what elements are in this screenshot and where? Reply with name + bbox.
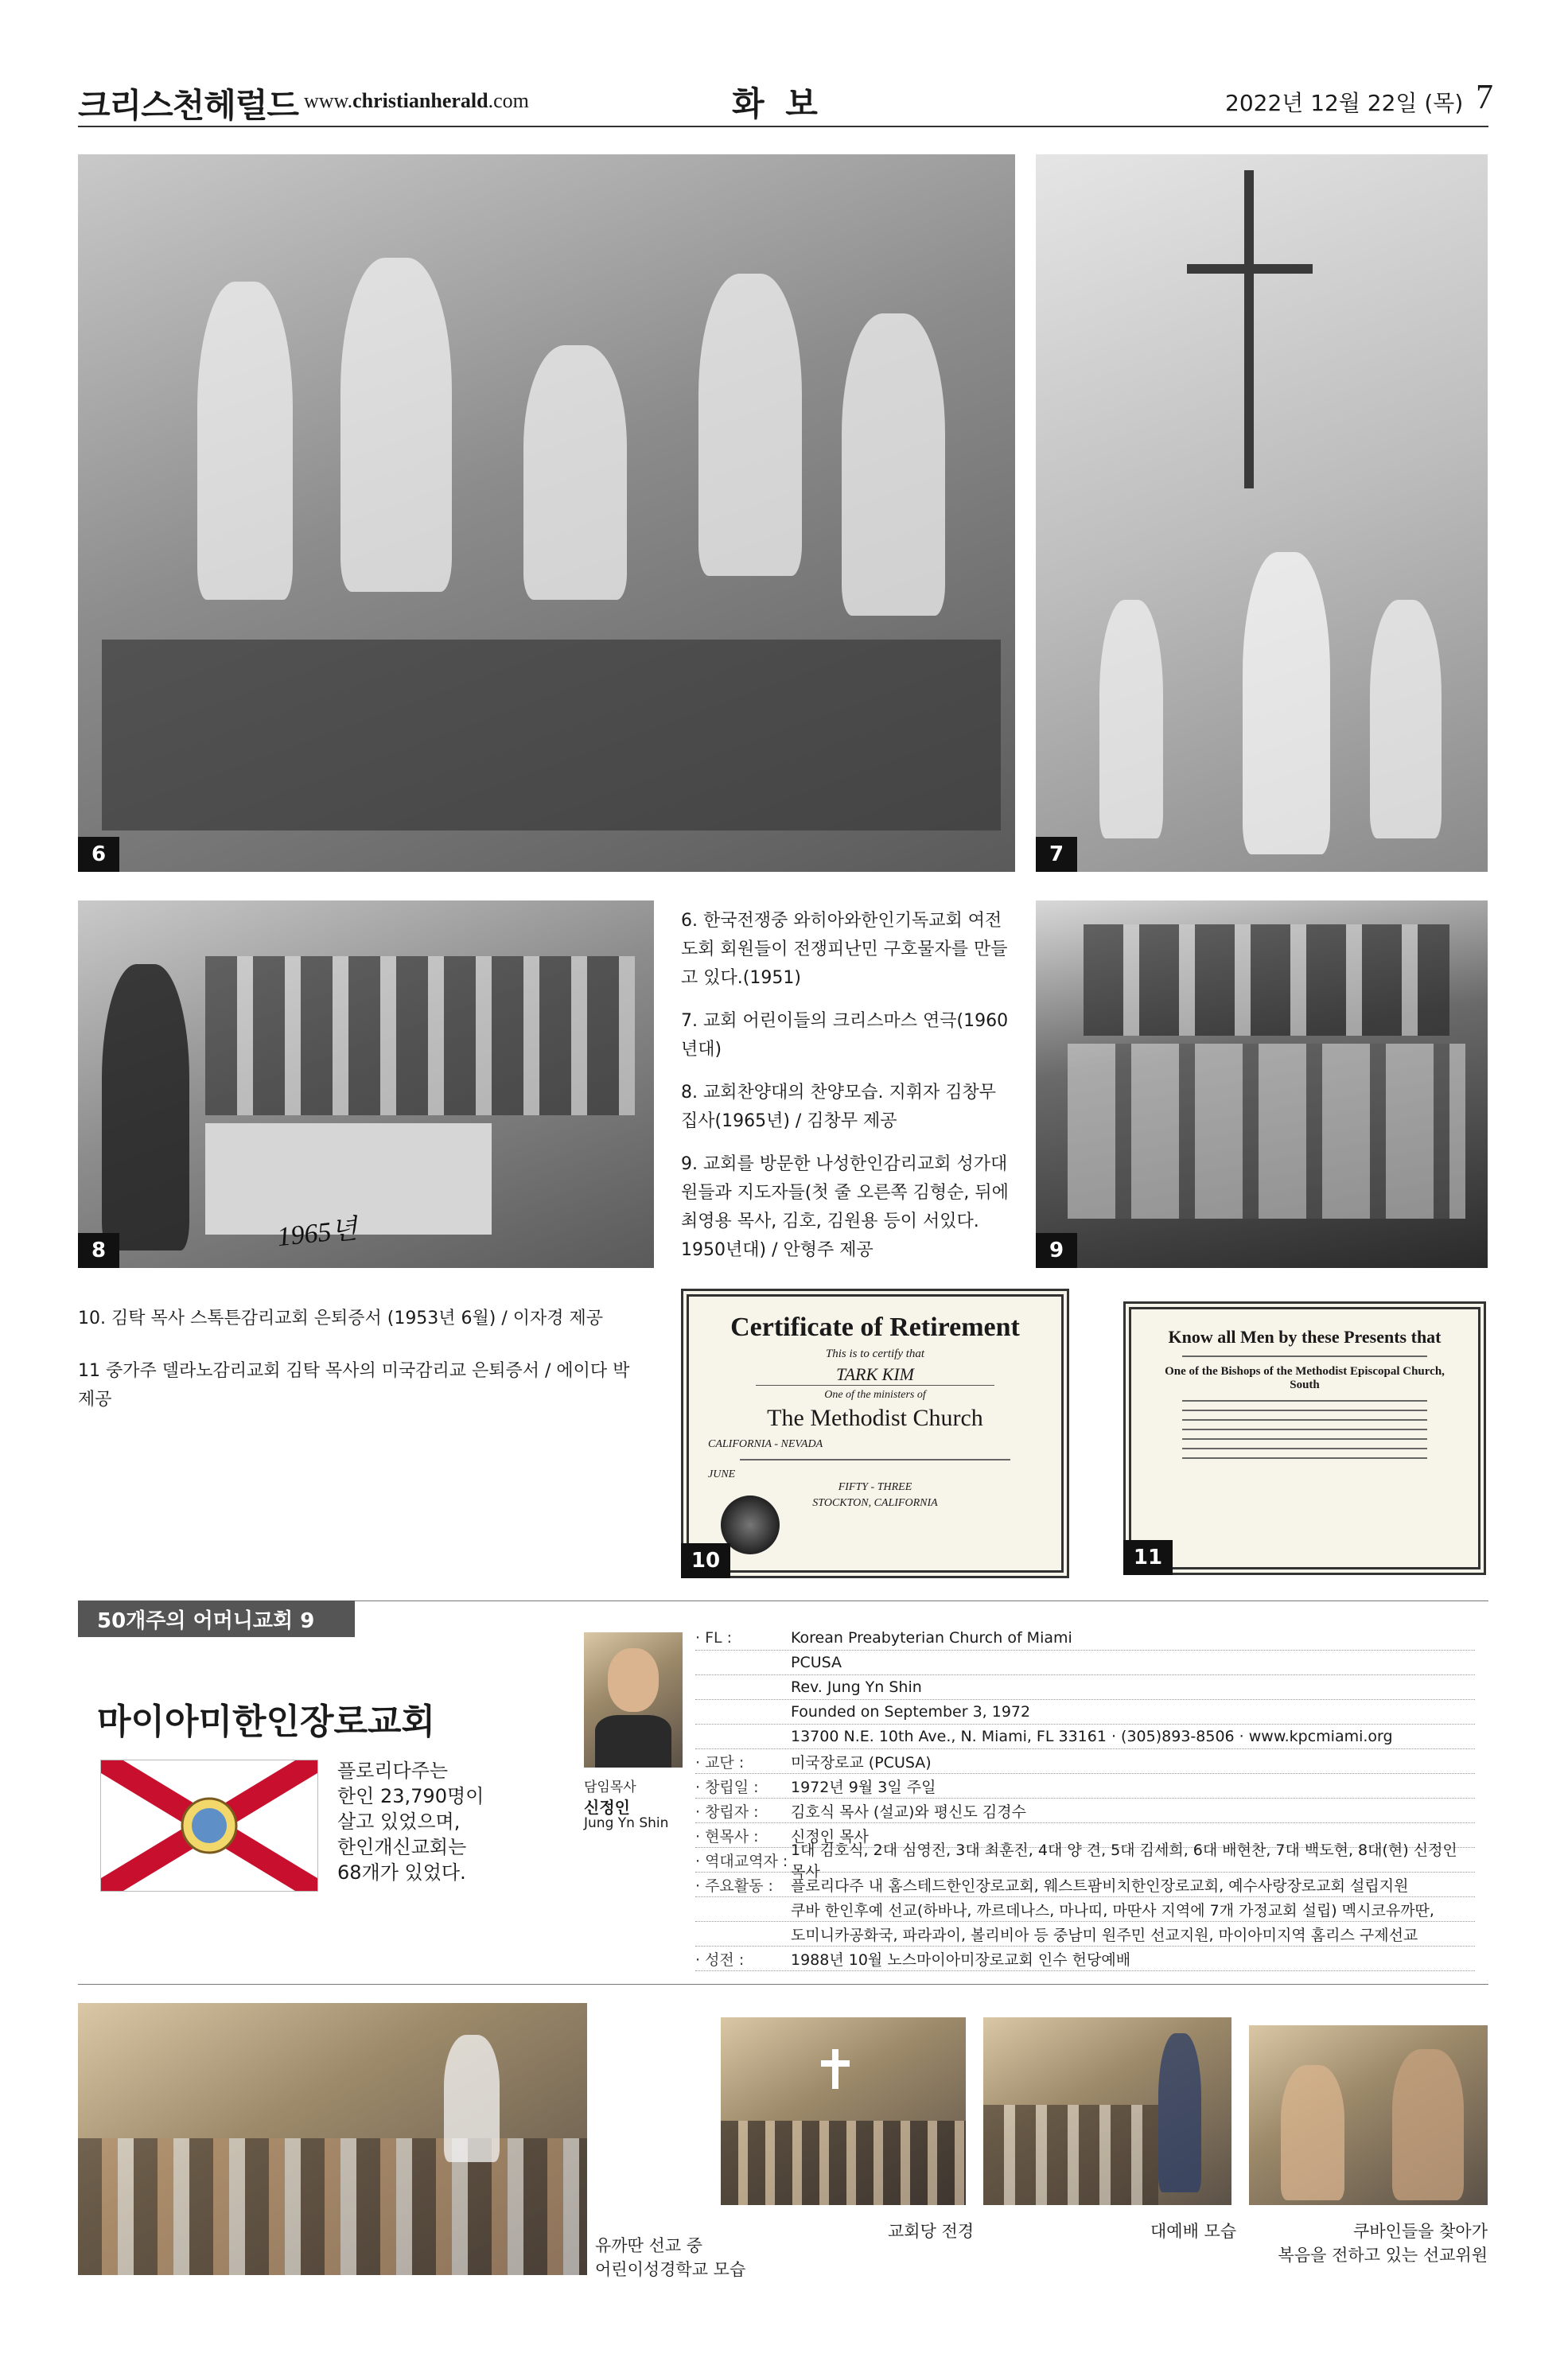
figure-shape [444, 2035, 500, 2162]
info-key: · 현목사 : [695, 1827, 759, 1846]
certificate-text-line [1182, 1419, 1427, 1421]
info-value: 1972년 9월 3일 주일 [791, 1778, 936, 1796]
info-value: 쿠바 한인후예 선교(하바나, 까르데나스, 마나띠, 마딴사 지역에 7개 가정교회 설립) 멕시코유까딴, [791, 1901, 1434, 1919]
caption-vbs [595, 2234, 745, 2281]
congregation [721, 2121, 966, 2205]
info-row [695, 1947, 1475, 1971]
info-value: PCUSA [791, 1654, 842, 1671]
cross-horizontal [821, 2060, 850, 2067]
info-key: · FL : [695, 1629, 733, 1647]
info-row [695, 1774, 1475, 1799]
certificate-name: TARK KIM [756, 1364, 994, 1386]
info-key: · 창립일 : [695, 1778, 759, 1796]
info-row [695, 1725, 1475, 1749]
info-value: 1대 김호식, 2대 심영진, 3대 최훈진, 4대 양 견, 5대 김세희, 6대 배현찬, 7대 백도현, 8대(현) 신정인 목사 [791, 1842, 1457, 1881]
florida-stat-line: 한인 23,790명이 [337, 1785, 484, 1807]
cross-horizontal [1187, 264, 1313, 274]
info-value: 도미니카공화국, 파라과이, 볼리비아 등 중남미 원주민 선교지원, 마이아미지역 홈리스 구제선교 [791, 1926, 1418, 1944]
info-row [695, 1675, 1475, 1700]
florida-stat-line: 플로리다주는 [337, 1760, 449, 1782]
photo-main-service [983, 2017, 1231, 2205]
photo-number-badge: 6 [78, 837, 119, 872]
certificate-text-line [1182, 1429, 1427, 1430]
certificate-text-line [1182, 1400, 1427, 1402]
photo-cuba-mission [1249, 2025, 1488, 2205]
info-key: · 역대교역자 : [695, 1852, 788, 1870]
info-row [695, 1897, 1475, 1922]
info-key: · 창립자 : [695, 1803, 759, 1821]
photo-church-choir [78, 900, 654, 1268]
conductor-figure [102, 964, 189, 1250]
caption-6: 6. 한국전쟁중 와히아와한인기독교회 여전도회 회원들이 전쟁피난민 구호물자를 만들고 있다.(1951) [681, 911, 1008, 988]
info-value: 신정인 목사 [791, 1827, 869, 1846]
certificate-text-line [1182, 1410, 1427, 1411]
sewing-table [102, 640, 1001, 830]
bottom-section-rule [78, 1984, 1488, 1985]
photo-number-badge: 11 [1123, 1540, 1173, 1575]
certificate-place: STOCKTON, CALIFORNIA [812, 1497, 938, 1509]
info-value: 1988년 10월 노스마이아미장로교회 인수 헌당예배 [791, 1951, 1131, 1969]
florida-flag [100, 1760, 318, 1892]
caption-7: 7. 교회 어린이들의 크리스마스 연극(1960년대) [681, 1011, 1009, 1060]
cross-vertical [1244, 170, 1254, 488]
figure-shape [340, 258, 452, 592]
pastor-suit [595, 1715, 671, 1768]
info-row [695, 1873, 1475, 1897]
certificate-month: JUNE [708, 1468, 736, 1480]
photo-christmas-play [1036, 154, 1488, 872]
caption-line: 어린이성경학교 모습 [595, 2260, 746, 2279]
header-rule [78, 126, 1488, 127]
issue-date: 2022년 12월 22일 (목) [1225, 90, 1464, 116]
congregation [983, 2105, 1158, 2205]
info-row [695, 1922, 1475, 1947]
florida-flag-icon [101, 1760, 317, 1891]
info-value: 미국장로교 (PCUSA) [791, 1753, 932, 1772]
figure-shape [1392, 2049, 1464, 2200]
info-key: · 성전 : [695, 1951, 745, 1969]
figure-shape [1243, 552, 1330, 854]
certificate-member-of: One of the ministers of [824, 1389, 926, 1401]
caption-cuba [1252, 2219, 1488, 2267]
info-row [695, 1799, 1475, 1823]
certificate-subtitle: This is to certify that [825, 1348, 925, 1360]
figure-shape [842, 313, 945, 616]
children-crowd [78, 2138, 587, 2275]
handwritten-year: 1965년 [275, 1214, 359, 1253]
info-row [695, 1700, 1475, 1725]
church-title: 마이아미한인장로교회 [97, 1702, 436, 1742]
figure-shape [1099, 600, 1163, 838]
info-key: · 주요활동 : [695, 1877, 773, 1895]
pastor-name-english: Jung Yn Shin [584, 1815, 669, 1831]
info-row [695, 1842, 1475, 1881]
certificate-methodist-episcopal [1123, 1301, 1486, 1575]
certificate-year: FIFTY - THREE [838, 1481, 912, 1493]
caption-10: 10. 김탁 목사 스톡튼감리교회 은퇴증서 (1953년 6월) / 이자경 제공 [78, 1309, 604, 1328]
photo-captions-6-9 [681, 907, 1015, 1279]
certificate-text-line [1182, 1457, 1427, 1459]
masthead: 크리스천헤럴드 [78, 86, 299, 125]
photo-number-badge: 9 [1036, 1233, 1077, 1268]
info-value: 플로리다주 내 홈스테드한인장로교회, 웨스트팜비치한인장로교회, 예수사랑장로교회 설립지원 [791, 1877, 1409, 1895]
figure-shape [1158, 2033, 1201, 2192]
caption-11: 11 중가주 델라노감리교회 김탁 목사의 미국감리교 은퇴증서 / 에이다 박 제공 [78, 1361, 630, 1410]
caption-line: 유까딴 선교 중 [595, 2236, 703, 2255]
florida-stat-line: 68개가 있었다. [337, 1861, 466, 1884]
site-url[interactable] [304, 89, 529, 113]
certificate-text-line [740, 1459, 1010, 1460]
page-number: 7 [1476, 77, 1493, 116]
photo-number-badge: 10 [681, 1543, 730, 1578]
photo-number-badge: 8 [78, 1233, 119, 1268]
figure-shape [523, 345, 627, 600]
back-row-figures [1084, 924, 1449, 1036]
florida-stats [337, 1758, 484, 1885]
photo-number-badge: 7 [1036, 837, 1077, 872]
pastor-face [608, 1648, 659, 1712]
certificate-conference: CALIFORNIA - NEVADA [708, 1438, 823, 1450]
info-value: 13700 N.E. 10th Ave., N. Miami, FL 33161 · (305)893-8506 · www.kpcmiami.org [791, 1728, 1393, 1745]
caption-8: 8. 교회찬양대의 찬양모습. 지휘자 김창무 집사(1965년) / 김창무 제공 [681, 1083, 996, 1131]
info-row [695, 1749, 1475, 1774]
pastor-photo [584, 1632, 683, 1768]
certificate-text-line [1182, 1438, 1427, 1440]
figure-shape [698, 274, 802, 576]
figure-shape [197, 282, 293, 600]
info-row [695, 1651, 1475, 1675]
info-value: 김호식 목사 (설교)와 평신도 김경수 [791, 1803, 1026, 1821]
photo-church-interior [721, 2017, 966, 2205]
caption-line: 복음을 전하고 있는 선교위원 [1278, 2246, 1488, 2265]
church-info-table [695, 1626, 1475, 1971]
caption-9: 9. 교회를 방문한 나성한인감리교회 성가대원들과 지도자들(첫 줄 오른쪽 김형순, 뒤에 최영용 목사, 김호, 김원용 등이 서있다. 1950년대) / 안형주 제공 [681, 1154, 1009, 1260]
certificate-church: The Methodist Church [767, 1405, 983, 1431]
site-url-domain: christianherald [352, 89, 488, 112]
certificate-text-line [1182, 1448, 1427, 1449]
certificate-subheading: One of the Bishops of the Methodist Episcopal Church, South [1165, 1365, 1445, 1391]
site-url-prefix: www. [304, 89, 353, 112]
certificate-heading: Know all Men by these Presents that [1168, 1327, 1442, 1347]
caption-service: 대예배 모습 [1150, 2222, 1237, 2241]
caption-line: 쿠바인들을 찾아가 [1353, 2222, 1488, 2241]
front-row-figures [1068, 1044, 1465, 1219]
site-url-suffix: .com [488, 89, 529, 112]
photo-visiting-choir [1036, 900, 1488, 1268]
photo-captions-10-11 [78, 1305, 651, 1429]
figure-shape [1370, 600, 1442, 838]
certificate-text-line [1182, 1355, 1427, 1357]
info-value: Korean Preabyterian Church of Miami [791, 1629, 1072, 1647]
section-title: 화 보 [732, 84, 823, 123]
cross-vertical [832, 2049, 838, 2089]
florida-stat-line: 한인개신교회는 [337, 1836, 467, 1858]
florida-stat-line: 살고 있었으며, [337, 1811, 461, 1833]
info-value: Rev. Jung Yn Shin [791, 1678, 922, 1696]
info-value: Founded on September 3, 1972 [791, 1703, 1031, 1721]
choir-rows [205, 956, 635, 1115]
certificate-of-retirement [681, 1289, 1069, 1578]
figure-shape [1281, 2065, 1344, 2200]
photo-sewing-women [78, 154, 1015, 872]
photo-vbs-yucatan [78, 2003, 587, 2275]
info-key: · 교단 : [695, 1753, 745, 1772]
certificate-title: Certificate of Retirement [730, 1313, 1020, 1342]
caption-church: 교회당 전경 [888, 2222, 975, 2241]
pastor-role: 담임목사 [584, 1779, 636, 1795]
info-row [695, 1626, 1475, 1651]
series-label: 50개주의 어머니교회 9 [78, 1601, 355, 1637]
pastor-name: 신정인 [584, 1798, 630, 1817]
